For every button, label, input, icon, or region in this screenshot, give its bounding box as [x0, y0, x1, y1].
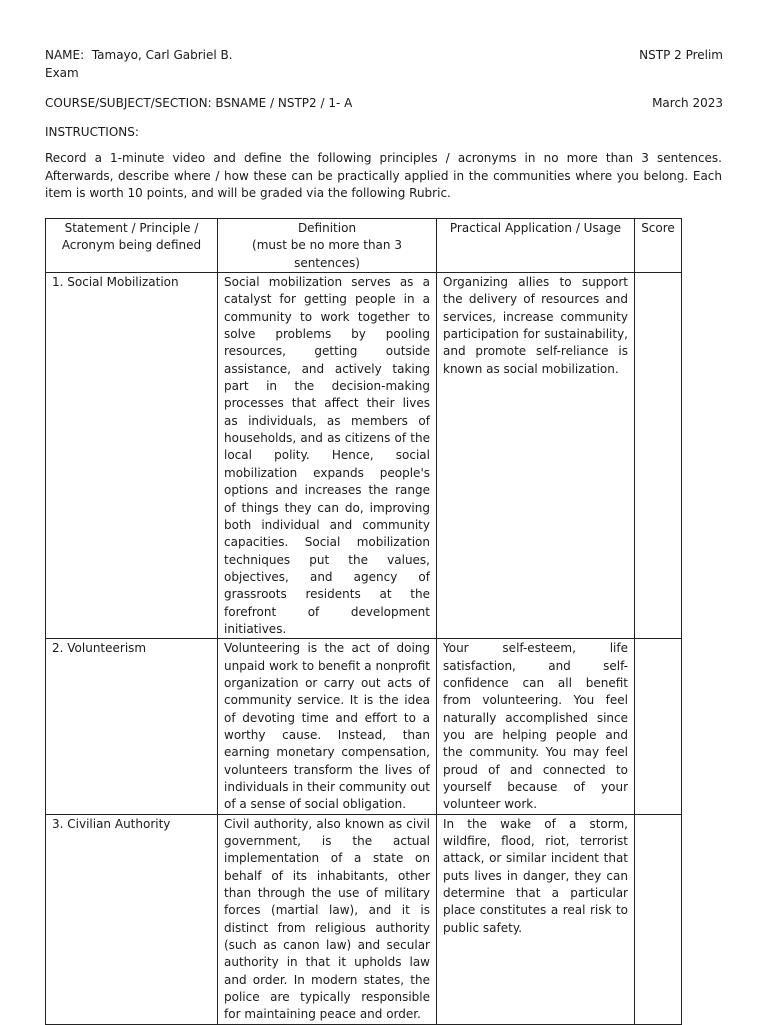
term-cell: 1. Social Mobilization [46, 273, 218, 639]
application-cell: Your self-esteem, life satisfaction, and self-confidence can all benefit from volunteering. You feel naturally accomplished since you are helping people and the community. You may feel proud of and connected to yourself because of your volunteer work. [437, 639, 635, 814]
definition-cell: Volunteering is the act of doing unpaid work to benefit a nonprofit organization or carry out acts of community service. It is the idea of devoting time and effort to a worthy cause. Instead, than earning monetary compensation, volunteers transform the lives of individuals in their community out of a sense of social obligation. [218, 639, 437, 814]
instructions-heading: INSTRUCTIONS: [45, 125, 139, 139]
header-definition-line2: (must be no more than 3 sentences) [252, 238, 402, 270]
term-cell: 2. Volunteerism [46, 639, 218, 814]
score-cell[interactable] [635, 273, 682, 639]
exam-date: March 2023 [652, 96, 723, 110]
definition-cell: Civil authority, also known as civil government, is the actual implementation of a state on behalf of its inhabitants, other than through the use of military forces (martial law), and it is distinct from religious authority (such as canon law) and secular authority in that it upholds law and order. In modern states, the police are typically responsible for maintaining peace and order. [218, 814, 437, 1024]
definition-cell: Social mobilization serves as a catalyst for getting people in a community to work together to solve problems by pooling resources, getting outside assistance, and actively taking part in the decision-making processes that affect their lives as individuals, as members of households, and as citizens of the local polity. Hence, social mobilization expands people's options and increases the range of things they can do, improving both individual and community capacities. Social mobilization techniques put the values, objectives, and agency of grassroots residents at the forefront of development initiatives. [218, 273, 437, 639]
course-info: COURSE/SUBJECT/SECTION: BSNAME / NSTP2 / 1- A [45, 96, 353, 110]
header-definition-line1: Definition [297, 221, 357, 235]
header-term [46, 219, 218, 273]
header-definition [218, 219, 437, 273]
score-cell[interactable] [635, 814, 682, 1024]
header-application: Practical Application / Usage [437, 219, 635, 273]
name-label: NAME: [45, 48, 85, 62]
table-row [46, 273, 682, 639]
header-term-line2: Acronym being defined [61, 238, 202, 253]
application-cell: In the wake of a storm, wildfire, flood, riot, terrorist attack, or similar incident that puts lives in danger, they can determine that a particular place constitutes a real risk to public safety. [437, 814, 635, 1024]
table-header-row [46, 219, 682, 273]
instructions-text: Record a 1-minute video and define the following principles / acronyms in no more than 3 sentences. Afterwards, describe where / how these can be practically applied in the communities where you belong. Each item is worth 10 points, and will be graded via the following Rubric. [45, 151, 722, 200]
student-name: Tamayo, Carl Gabriel B. [91, 48, 233, 62]
header-score: Score [635, 219, 682, 273]
name-line [45, 47, 723, 64]
header-term-line1: Statement / Principle / [64, 221, 199, 235]
table-row [46, 639, 682, 814]
course-line [45, 95, 723, 112]
term-cell: 3. Civilian Authority [46, 814, 218, 1024]
score-cell[interactable] [635, 639, 682, 814]
table-row [46, 814, 682, 1024]
exam-title: NSTP 2 Prelim [639, 48, 723, 62]
rubric-table [45, 218, 682, 1025]
exam-title-cont: Exam [45, 66, 79, 80]
application-cell: Organizing allies to support the delivery of resources and services, increase community participation for sustainability, and promote self-reliance is known as social mobilization. [437, 273, 635, 639]
